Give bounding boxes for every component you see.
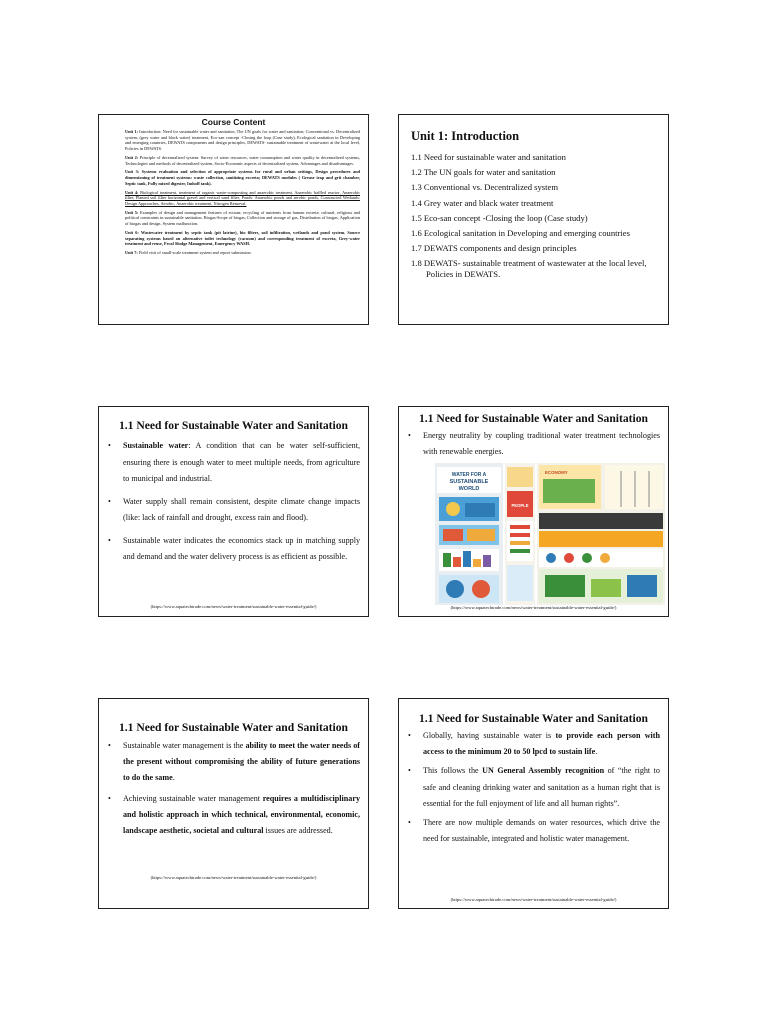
slide-need-sustainable-water-2 — [398, 406, 669, 617]
slide-unit-1-introduction — [398, 114, 669, 325]
bullet-item: • Water supply shall remain consistent, despite climate change impacts (like: lack of rainfall and drought, excess rain and flood). — [108, 496, 360, 523]
source-citation: (https://www.aquatechtrade.com/news/water-treatment/sustainable-water-essential-guide/) — [450, 897, 617, 902]
bullet-list — [399, 728, 668, 847]
course-content-body — [99, 127, 368, 256]
unit-7-description: Unit 7: Field visit of small-scale treatment system and report submission. — [125, 250, 252, 256]
slide-need-sustainable-water-1 — [98, 406, 369, 617]
topic-1-1: 1.1 Need for sustainable water and sanitation — [411, 152, 566, 162]
svg-text:WORLD: WORLD — [458, 486, 480, 492]
topic-1-2: 1.2 The UN goals for water and sanitation — [411, 167, 556, 178]
slide-title: 1.1 Need for Sustainable Water and Sanitation — [118, 721, 348, 734]
unit-1-title: Unit 1: Introduction — [411, 129, 520, 143]
unit-1-topic-list — [399, 152, 668, 281]
bullet-item: • Globally, having sustainable water is to provide each person with access to the minimum 20 to 50 lpcd to sustain life. — [408, 731, 660, 757]
bullet-item: • Sustainable water management is the ability to meet the water needs of the present without compromising the ability of future generations to do the same. — [108, 741, 360, 783]
topic-1-3: 1.3 Conventional vs. Decentralized system — [411, 182, 559, 193]
bullet-list — [399, 428, 668, 460]
sustainable-water-infographic — [435, 463, 665, 605]
svg-text:SUSTAINABLE: SUSTAINABLE — [449, 479, 489, 485]
slide-title: 1.1 Need for Sustainable Water and Sanitation — [418, 712, 648, 725]
topic-1-5: 1.5 Eco-san concept -Closing the loop (Case study) — [411, 212, 588, 223]
source-citation: (https://www.aquatechtrade.com/news/water-treatment/sustainable-water-essential-guide/) — [450, 605, 617, 610]
slide-title: 1.1 Need for Sustainable Water and Sanitation — [418, 412, 648, 425]
topic-1-6: 1.6 Ecological sanitation in Developing and emerging countries — [411, 227, 630, 238]
topic-1-4: 1.4 Grey water and black water treatment — [411, 197, 554, 208]
bullet-item: • There are now multiple demands on water resources, which drive the need for sustainable, integrated and holistic water management. — [408, 817, 660, 844]
slide-course-content — [98, 114, 369, 325]
bullet-item: • Achieving sustainable water management requires a multidisciplinary and holistic approach in which technical, environmental, economic, landscape aesthetic, societal and cultural issues are addressed. — [108, 793, 360, 835]
slide-need-sustainable-water-4 — [398, 698, 669, 909]
unit-5-description: Unit 5: Examples of design and management features of ecosan; recycling of nutrients from human excreta; cultural, religious and political constraints in sustainable sanitation. Biogas-Scope of biogas, Collection and storage of gas, Distribution of biogas, Application of biogas and design, System malfunction. — [125, 209, 360, 227]
source-citation: (https://www.aquatechtrade.com/news/water-treatment/sustainable-water-essential-guide/) — [150, 875, 317, 880]
bullet-item: • Energy neutrality by coupling traditional water treatment technologies with renewable energies. — [408, 431, 660, 456]
unit-3-description: Unit 3: Systems evaluation and selection of appropriate systems for rural and urban settings, Design procedures and dimensioning of treatment systems: waste collection, sanitizing excreta; DEWATS modules ( Grease trap and grit chamber, Septic tank, Fully mixed digester, Imhoff tank). — [125, 169, 360, 186]
course-content-title: Course Content — [201, 117, 266, 127]
slide-need-sustainable-water-3 — [98, 698, 369, 909]
unit-2-description: Unit 2: Principle of decentralized system: Survey of water resources, water consumption and water quality in decentralized systems, Technologies and methods of decentralized system, Socio-Economic aspects of decentralized system, Advantages and disadvantages. — [125, 154, 360, 166]
topic-1-8: 1.8 DEWATS- sustainable treatment of wastewater at the local level, Policies in DEWATS. — [411, 258, 647, 280]
bullet-list — [99, 438, 368, 566]
bullet-item: • Sustainable water: A condition that can be water self-sufficient, ensuring there is enough water to meet multiple needs, from agriculture to municipal and industrial. — [108, 441, 360, 484]
topic-1-7: 1.7 DEWATS components and design principles — [411, 243, 577, 254]
bullet-item: • Sustainable water indicates the economics stack up in matching supply and demand and the water delivery process is as efficient as possible. — [108, 535, 360, 562]
svg-text:WATER FOR A: WATER FOR A — [451, 472, 487, 478]
unit-1-description: Unit 1: Introduction: Need for sustainable water and sanitation, The UN goals for water and sanitation, Conventional vs. Decentralized system, (grey water and black water) treatment, Eco-san concept -Closing the loop (Case study), Ecological sanitation in Developing and emerging countries, DEWATS components and design principles, DEWATS- sustainable treatment of wastewater at the local level, Policies in DEWATS. — [125, 129, 361, 152]
svg-text:PEOPLE: PEOPLE — [511, 503, 529, 508]
unit-4-description: Unit 4: Biological treatment, treatment of organic waste-composting and anaerobic treatment, Anaerobic baffled reactor, Anaerobic filter, Planted soil filter horizontal gravel and vertical sand filter, Ponds: Anaerobic ponds and aerobic ponds, Constructed Wetlands: Design Approaches, Aerobic, Anaerobic treatment, Nitrogen Removal. — [125, 189, 360, 206]
svg-text:ECONOMY: ECONOMY — [545, 470, 568, 475]
infographic-image — [435, 463, 665, 605]
bullet-list — [99, 738, 368, 839]
source-citation: (https://www.aquatechtrade.com/news/water-treatment/sustainable-water-essential-guide/) — [150, 604, 317, 609]
unit-6-description: Unit 6: Wastewater treatment by septic tank (pit latrine), bio filters, soil infiltration, wetlands and pond system. Source separating systems based on alternative toilet technology (vacuum) and corresponding treatment of excreta, Grey-water treatment and reuse, Fecal Sludge Management, Emergency WASH. — [125, 230, 360, 247]
slide-title: 1.1 Need for Sustainable Water and Sanitation — [118, 419, 348, 432]
bullet-item: • This follows the UN General Assembly recognition of “the right to safe and cleaning drinking water and sanitation as a human right that is essential for the full enjoyment of life and all human rights”. — [408, 766, 660, 808]
